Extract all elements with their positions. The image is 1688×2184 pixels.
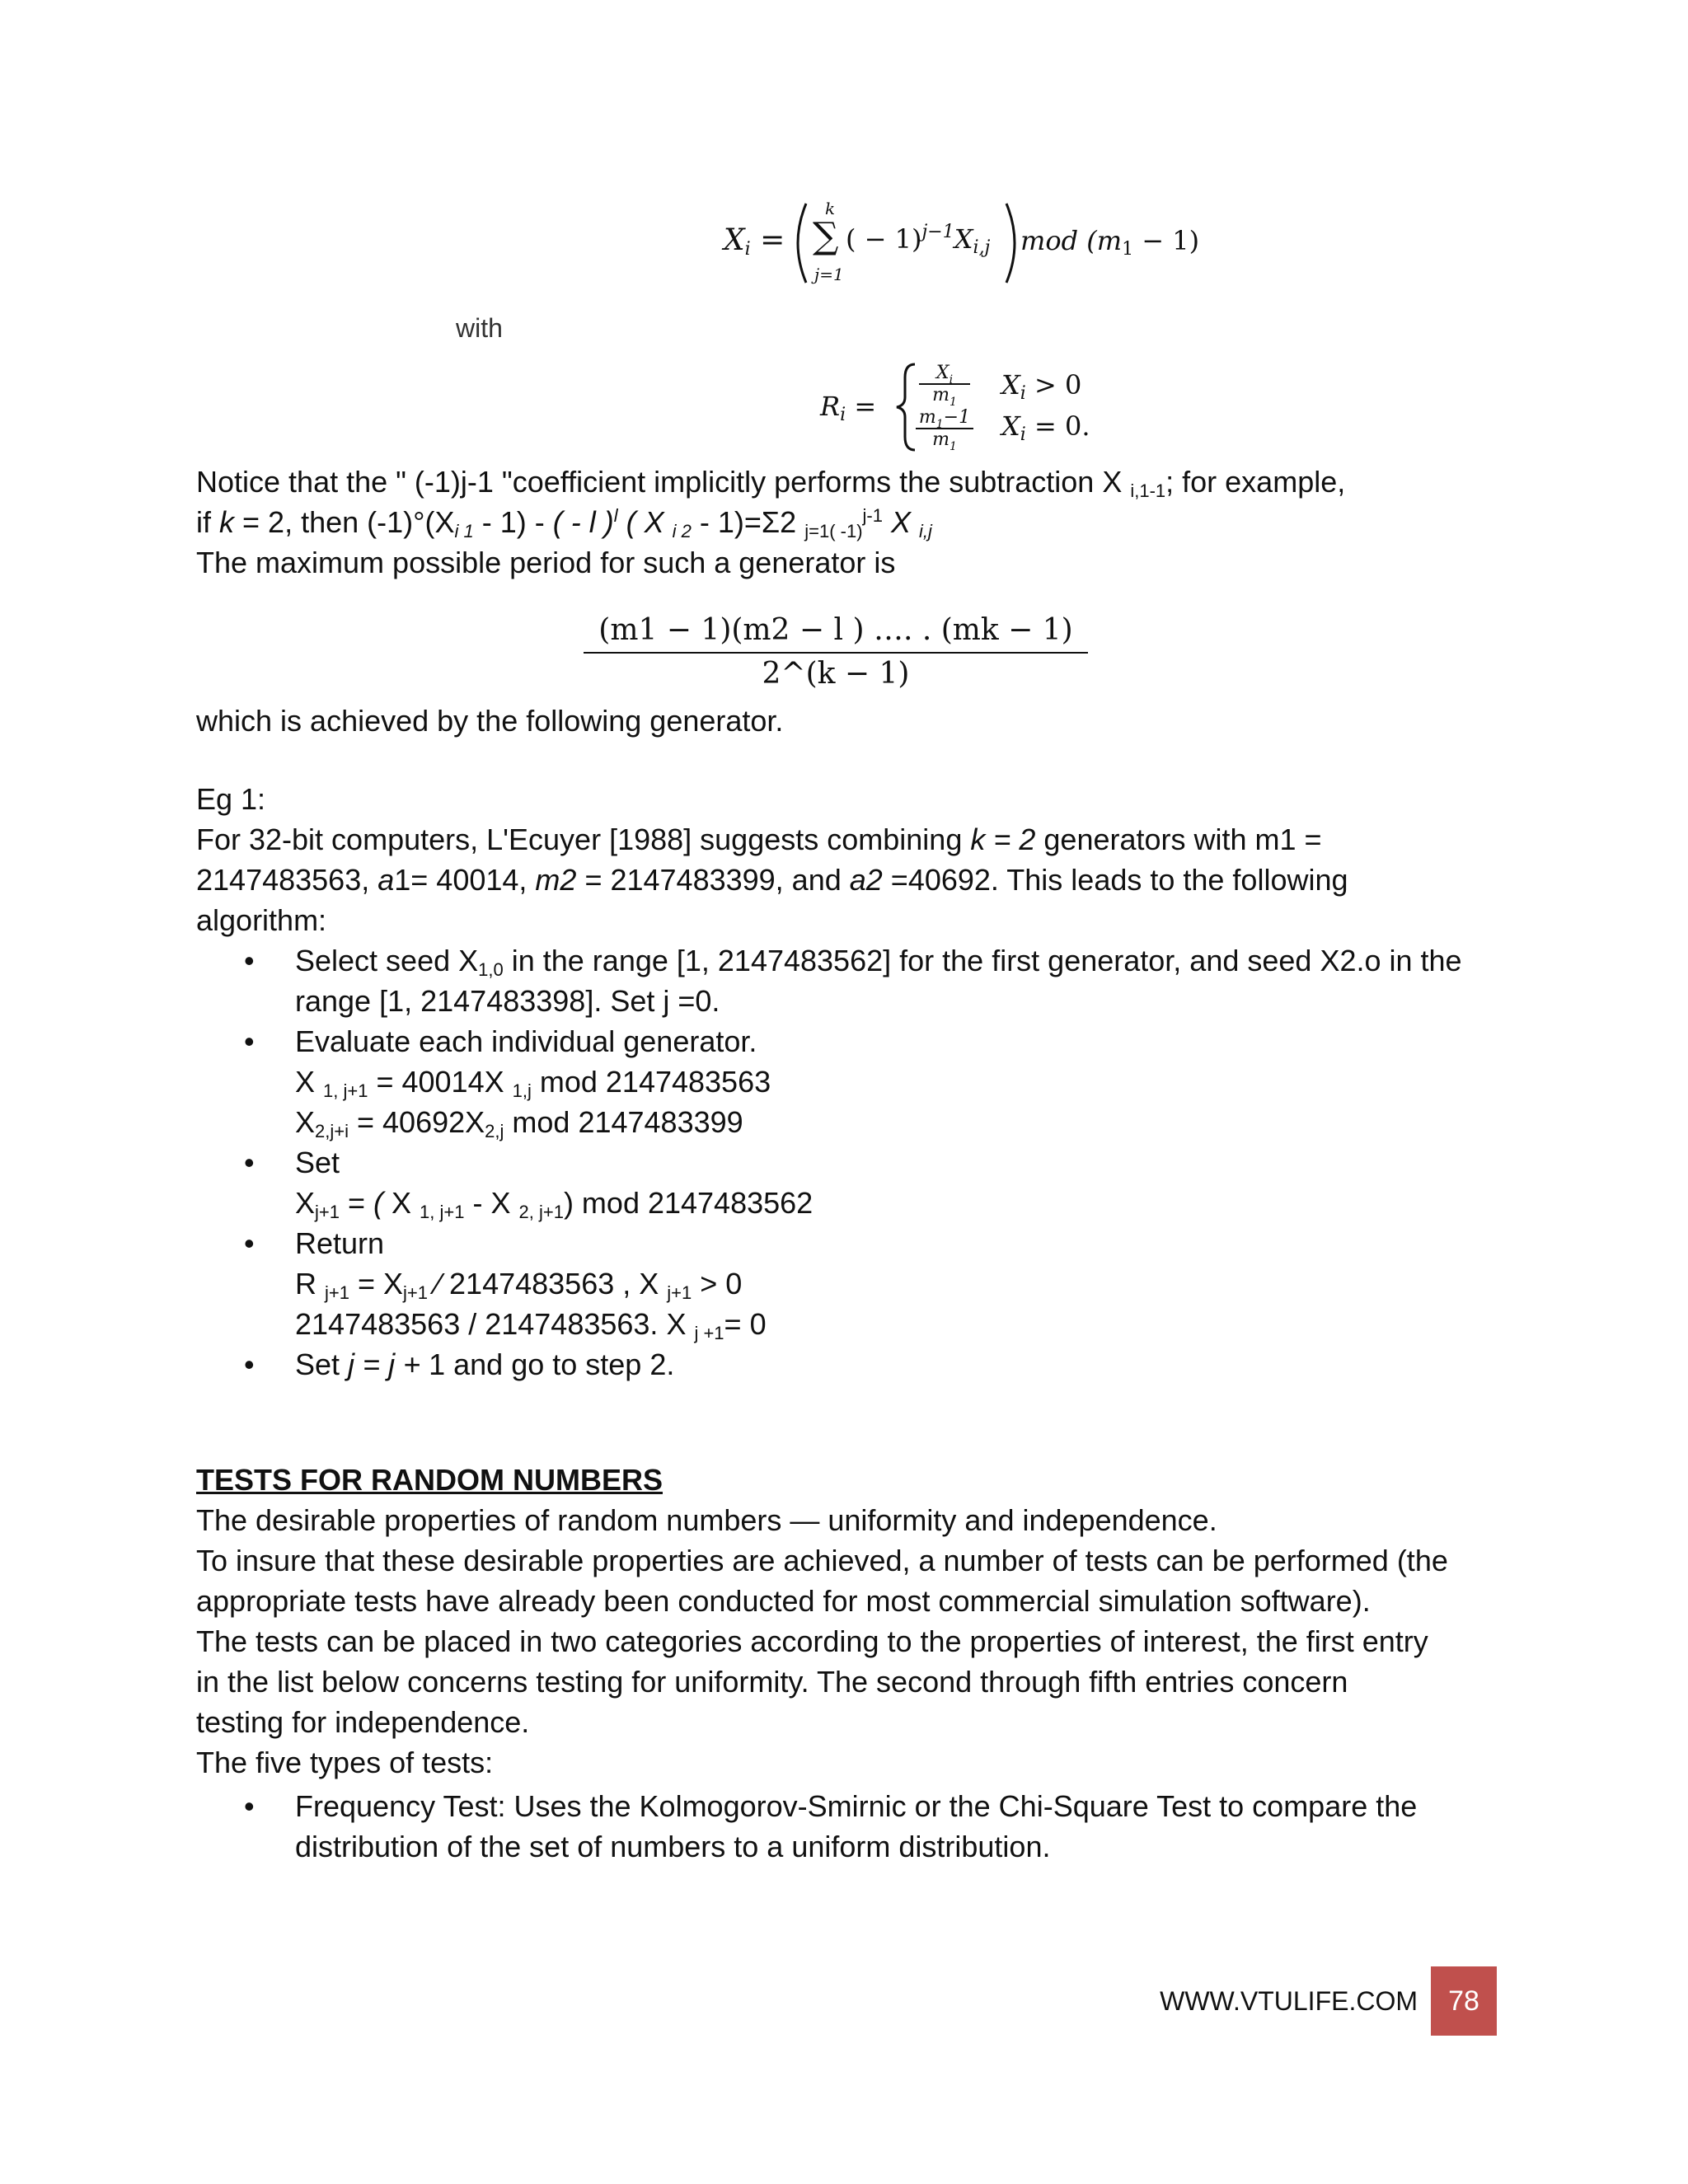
page-number: 78 — [1431, 1966, 1497, 2036]
ri-case1-den-sub: 1 — [949, 396, 957, 409]
xi-mod-sub: 1 — [1122, 239, 1134, 260]
algorithm-steps — [196, 940, 1515, 1385]
ri-case2-num-sub: 1 — [935, 418, 944, 431]
footer-site[interactable]: WWW.VTULIFE.COM — [1160, 1986, 1418, 2016]
ri-case1-den: m — [932, 385, 950, 405]
ri-lhs: R — [820, 391, 841, 422]
ri-case1-cond: X — [1001, 369, 1020, 401]
ri-case1-cond-end: > 0 — [1025, 369, 1082, 401]
xi-mod-end: − 1) — [1133, 225, 1200, 256]
test-frequency: • Frequency Test: Uses the Kolmogorov-Smirnic or the Chi-Square Test to compare the distribution of the set of numbers to a uniform distribution. — [196, 1786, 1531, 1867]
para-achieved: which is achieved by the following generator. — [196, 704, 784, 738]
eg-para-line2: 2147483563, a1= 40014, m2 = 2147483399, and a2 =40692. This leads to the following — [196, 863, 1348, 897]
xi-var: X — [954, 223, 973, 255]
para-max-period: The maximum possible period for such a generator is — [196, 546, 896, 579]
sum-top: k — [825, 199, 836, 218]
xi-lhs: X — [724, 223, 745, 257]
body-top — [196, 462, 1515, 583]
step-3: • Set $X_{j+1}$ = ( X $_{1, j+1}$ - X $_{2, j+1}$) mod 2147483562 — [196, 1142, 1515, 1223]
ri-case2-cond-sub: i — [1020, 424, 1026, 445]
ri-case1-cond-sub: i — [1020, 383, 1026, 404]
tests-section — [196, 1460, 1531, 1867]
with-label: with — [456, 313, 503, 343]
left-paren — [798, 204, 806, 283]
sum-bottom: j=1 — [814, 265, 844, 284]
step-2: • Evaluate each individual generator. X $_{1, j+1}$ = 40014X $_{1,j}$ mod 2147483563 $X_{2,j+i} = 40692X_{2,j}$ mod 2147483399 — [196, 1021, 1515, 1142]
tests-line-5: in the list below concerns testing for uniformity. The second through fifth entries concern — [196, 1665, 1348, 1699]
tests-line-3: appropriate tests have already been conducted for most commercial simulation software). — [196, 1584, 1371, 1618]
eg-label: Eg 1: — [196, 782, 266, 816]
ri-case1-num-sub: i — [949, 373, 954, 387]
tests-line-2: To insure that these desirable properties are achieved, a number of tests can be performed (the — [196, 1544, 1448, 1577]
eg-para-line3: algorithm: — [196, 903, 327, 937]
section-heading: TESTS FOR RANDOM NUMBERS — [196, 1463, 663, 1497]
xi-exp: j−1 — [921, 222, 954, 242]
eg-para-line1: For 32-bit computers, L'Ecuyer [1988] suggests combining k = 2 generators with m1 = — [196, 823, 1322, 856]
sum-symbol: ∑ — [813, 215, 839, 257]
ri-lhs-sub: i — [840, 405, 846, 425]
xi-var-sub: i,j — [973, 237, 991, 258]
step-4: • Return R $_{j+1} = X_{j+1}$ ⁄ 2147483563 , X $_{j+1}$ > 0 2147483563 / 2147483563. X $_{j +1}$= 0 — [196, 1223, 1515, 1344]
ri-case1-num: X — [935, 363, 950, 383]
para-example: if k = 2, then $(-1)^\circ(X_{i 1} - 1)$ - ( - l )$^l$ ( X $_{i 2}$ - 1)=Σ2 $_{j=1( -1)}^{j-1}$ X $_{i,j}$ — [196, 505, 932, 541]
formula-xi: $X_i$ = k ∑ j=1 ( − $1)^{j-1}X_{i,j}$ mod $(m_1 - 1)$ — [724, 194, 1218, 293]
tests-line-4: The tests can be placed in two categories according to the properties of interest, the first entry — [196, 1624, 1428, 1658]
ri-case2-num-end: −1 — [943, 407, 971, 428]
xi-lhs-sub: i — [744, 239, 751, 260]
ri-case2-num: m — [918, 407, 936, 428]
tests-list — [196, 1786, 1531, 1867]
ri-case2-cond: X — [1001, 410, 1020, 442]
step-1: • Select seed $X_{1,0}$ in the range [1, 2147483562] for the first generator, and seed X2.o in the range [1, 2147483398]. Set j =0. — [196, 940, 1515, 1021]
example-block — [196, 779, 1515, 1385]
step-5: • Set j = j + 1 and go to step 2. — [196, 1344, 1515, 1385]
right-paren — [1006, 204, 1015, 283]
xi-mod: mod (m — [1020, 225, 1123, 256]
ri-case2-cond-end: = 0. — [1025, 410, 1090, 442]
formula-ri: $R_i$ = $X_i$ $m_1$ $m_1-1$ $m_1$ $X_i > 0$ $X_i = 0$. — [820, 363, 1090, 453]
period-formula — [588, 613, 1083, 691]
tests-line-1: The desirable properties of random numbers — uniformity and independence. — [196, 1503, 1217, 1537]
ri-case2-den: m — [932, 429, 950, 450]
para-notice: Notice that the " (-1)j-1 "coefficient implicitly performs the subtraction X $_{i,1-1}$; for example, — [196, 465, 1346, 501]
ri-case2-den-sub: 1 — [949, 440, 957, 453]
tests-line-6: testing for independence. — [196, 1705, 530, 1739]
period-numerator: (m1 − 1)(m2 − l ) …. . (mk − 1) — [584, 613, 1088, 654]
tests-line-7: The five types of tests: — [196, 1746, 494, 1779]
period-denominator: 2^(k − 1) — [762, 657, 910, 691]
xi-term: ( − 1) — [846, 223, 922, 255]
